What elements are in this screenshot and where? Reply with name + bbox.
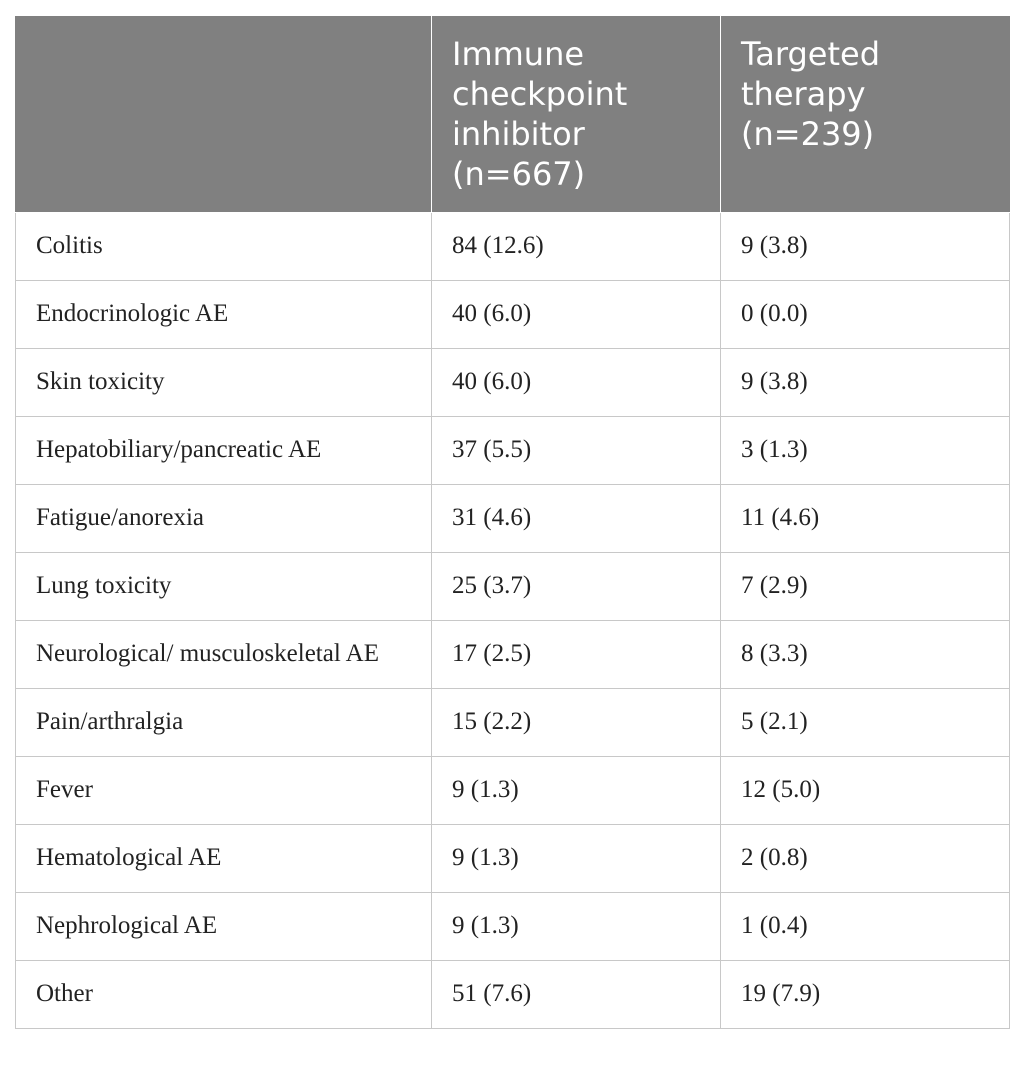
tt-value: 3 (1.3) [721, 417, 1010, 485]
tt-value: 8 (3.3) [721, 621, 1010, 689]
table-row [16, 553, 1010, 621]
table-row [16, 417, 1010, 485]
table-row [16, 485, 1010, 553]
header-row [16, 17, 1010, 213]
tt-value: 12 (5.0) [721, 757, 1010, 825]
row-label: Skin toxicity [16, 349, 432, 417]
tt-value: 19 (7.9) [721, 961, 1010, 1029]
table-row [16, 893, 1010, 961]
ici-value: 9 (1.3) [432, 893, 721, 961]
ici-value: 84 (12.6) [432, 213, 721, 281]
ici-value: 37 (5.5) [432, 417, 721, 485]
header-cell-targeted-therapy: Targeted therapy (n=239) [721, 17, 1010, 213]
table-row [16, 757, 1010, 825]
row-label: Neurological/ musculoskeletal AE [16, 621, 432, 689]
ici-value: 25 (3.7) [432, 553, 721, 621]
table-row [16, 961, 1010, 1029]
ici-value: 9 (1.3) [432, 757, 721, 825]
ici-value: 17 (2.5) [432, 621, 721, 689]
ici-value: 15 (2.2) [432, 689, 721, 757]
table-header [16, 17, 1010, 213]
row-label: Fatigue/anorexia [16, 485, 432, 553]
table-row [16, 825, 1010, 893]
row-label: Pain/arthralgia [16, 689, 432, 757]
ici-value: 9 (1.3) [432, 825, 721, 893]
table-row [16, 281, 1010, 349]
row-label: Fever [16, 757, 432, 825]
row-label: Hepatobiliary/pancreatic AE [16, 417, 432, 485]
table-row [16, 689, 1010, 757]
table-row [16, 349, 1010, 417]
table-body [16, 213, 1010, 1029]
tt-value: 9 (3.8) [721, 213, 1010, 281]
row-label: Colitis [16, 213, 432, 281]
row-label: Endocrinologic AE [16, 281, 432, 349]
row-label: Nephrological AE [16, 893, 432, 961]
table-row [16, 213, 1010, 281]
tt-value: 5 (2.1) [721, 689, 1010, 757]
adverse-events-table [15, 16, 1010, 1029]
tt-value: 7 (2.9) [721, 553, 1010, 621]
header-cell-empty [16, 17, 432, 213]
tt-value: 2 (0.8) [721, 825, 1010, 893]
ici-value: 51 (7.6) [432, 961, 721, 1029]
table-row [16, 621, 1010, 689]
header-cell-immune-checkpoint-inhibitor: Immune checkpoint inhibitor (n=667) [432, 17, 721, 213]
row-label: Hematological AE [16, 825, 432, 893]
ici-value: 40 (6.0) [432, 349, 721, 417]
tt-value: 0 (0.0) [721, 281, 1010, 349]
ici-value: 31 (4.6) [432, 485, 721, 553]
tt-value: 1 (0.4) [721, 893, 1010, 961]
row-label: Lung toxicity [16, 553, 432, 621]
tt-value: 9 (3.8) [721, 349, 1010, 417]
tt-value: 11 (4.6) [721, 485, 1010, 553]
ici-value: 40 (6.0) [432, 281, 721, 349]
row-label: Other [16, 961, 432, 1029]
